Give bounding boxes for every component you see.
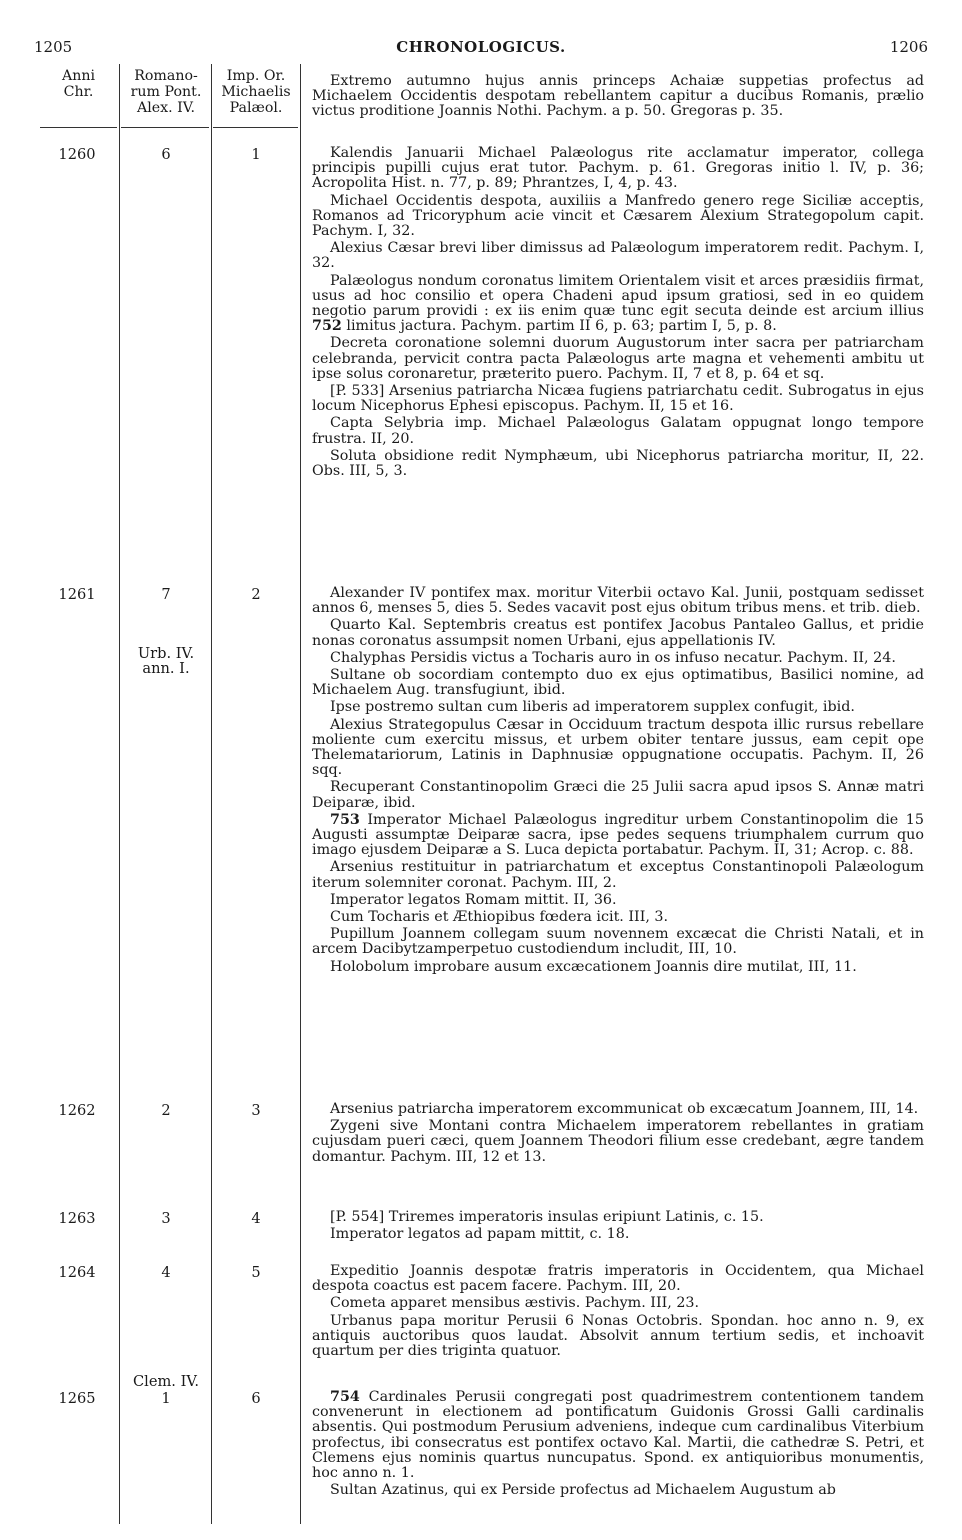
entries bbox=[312, 1390, 924, 1500]
pontificate-marker-urban: Urb. IV. ann. I. bbox=[137, 645, 195, 677]
column-header-anni: Anni Chr. bbox=[61, 68, 96, 100]
pontifex-year-cell: 4 bbox=[161, 1264, 171, 1281]
column-header-pontifex: Romano- rum Pont. Alex. IV. bbox=[130, 68, 202, 116]
entry: Zygeni sive Montani contra Michaelem imperatorem rebellantes in gratiam cujusdam pueri cæci, quem Joannem Theodori filium esse credebant, ægre tandem domantur. Pachym. III, 12 et 13. bbox=[312, 1118, 924, 1165]
section-number: 753 bbox=[330, 811, 360, 828]
column-rule-2 bbox=[211, 64, 212, 1524]
page-number-left: 1205 bbox=[34, 38, 73, 56]
entry: Cometa apparet mensibus æstivis. Pachym. III, 23. bbox=[330, 1295, 700, 1312]
running-head bbox=[34, 38, 928, 56]
entries bbox=[312, 586, 924, 977]
pontifex-year-cell: 6 bbox=[161, 146, 171, 163]
imperator-year-cell: 2 bbox=[251, 586, 261, 603]
entry: Kalendis Januarii Michael Palæologus rite acclamatur imperator, collega principis pupilli cujus erat tutor. Pachym. p. 61. Gregoras initio l. IV, p. 36; Acropolita Hist. n. 77, p. 89; Phrantzes, I, 4, p. 43. bbox=[312, 145, 924, 192]
entry: Chalyphas Persidis victus a Tocharis auro in os infuso necatur. Pachym. II, 24. bbox=[330, 649, 896, 666]
imperator-year-cell: 4 bbox=[251, 1210, 261, 1227]
entry: [P. 554] Triremes imperatoris insulas eripiunt Latinis, c. 15. bbox=[330, 1209, 764, 1225]
pontifex-year-cell: 2 bbox=[161, 1102, 171, 1119]
header-rule-imperator bbox=[213, 127, 298, 128]
entry: Arsenius patriarcha imperatorem excommunicat ob excæcatum Joannem, III, 14. bbox=[330, 1101, 919, 1117]
pontifex-year-cell: 3 bbox=[161, 1210, 171, 1227]
page-number-right: 1206 bbox=[889, 38, 928, 56]
entry: Capta Selybria imp. Michael Palæologus Galatam oppugnat longo tempore frustra. II, 20. bbox=[312, 415, 924, 447]
entry: Alexius Cæsar brevi liber dimissus ad Palæologum imperatorem redit. Pachym. I, 32. bbox=[312, 240, 924, 272]
pontificate-marker-clement: Clem. IV. bbox=[133, 1373, 199, 1390]
entry: Imperator legatos ad papam mittit, c. 18. bbox=[330, 1226, 630, 1243]
column-rule-1 bbox=[119, 64, 120, 1524]
entry: [P. 533] Arsenius patriarcha Nicæa fugiens patriarchatu cedit. Subrogatus in ejus locum Nicephorus Ephesi episcopus. Pachym. II, 15 et 16. bbox=[312, 383, 924, 415]
entry: Quarto Kal. Septembris creatus est pontifex Jacobus Pantaleo Gallus, et pridie nonas coronatus assumpsit nomen Urbani, ejus appellationis IV. bbox=[312, 617, 924, 649]
intro-text: Extremo autumno hujus annis princeps Achaiæ suppetias profectus ad Michaelem Occidentis despotam rebellantem capitur a ducibus Romanis, prælio victus proditione Joannis Nothi. Pachym. a p. 50. Gregoras p. 35. bbox=[312, 73, 924, 120]
entry: Expeditio Joannis despotæ fratris imperatoris in Occidentem, qua Michael despota coactus est pacem facere. Pachym. III, 20. bbox=[312, 1263, 924, 1295]
section-number: 754 bbox=[330, 1389, 360, 1405]
imperator-year-cell: 6 bbox=[251, 1390, 261, 1407]
entry: Sultane ob socordiam contempto duo ex ejus optimatibus, Basilici nomine, ad Michaelem Aug. transfugiunt, ibid. bbox=[312, 667, 924, 699]
column-rule-3 bbox=[300, 64, 301, 1524]
year-cell: 1262 bbox=[58, 1102, 96, 1119]
column-header-imperator: Imp. Or. Michaelis Palæol. bbox=[221, 68, 291, 116]
entry: Alexander IV pontifex max. moritur Viterbii octavo Kal. Junii, postquam sedisset annos 6, menses 5, dies 5. Sedes vacavit post ejus obitum tribus mens. et trib. dieb. bbox=[312, 585, 924, 617]
imperator-year-cell: 5 bbox=[251, 1264, 261, 1281]
header-rule-pontifex bbox=[121, 127, 209, 128]
pontifex-year-cell: 7 bbox=[161, 586, 171, 603]
entry: Sultan Azatinus, qui ex Perside profectus ad Michaelem Augustum ab bbox=[330, 1482, 836, 1499]
entry: Alexius Strategopulus Cæsar in Occiduum tractum despota illic rursus rebellare moliente cum exercitu missus, et urbem obiter tentare jussus, eam cepit ope Thelematariorum, Latinis in Daphnusiæ oppugnatione occupatis. Pachym. II, 26 sqq. bbox=[312, 716, 924, 779]
entry: Soluta obsidione redit Nymphæum, ubi Nicephorus patriarcha moritur, II, 22. Obs. III, 5, 3. bbox=[312, 447, 924, 480]
year-cell: 1261 bbox=[58, 586, 96, 603]
section-number: 752 bbox=[312, 318, 342, 335]
header-rule-anni bbox=[40, 127, 117, 128]
entry: Holobolum improbare ausum excæcationem Joannis dire mutilat, III, 11. bbox=[330, 958, 857, 975]
year-cell: 1265 bbox=[58, 1390, 96, 1407]
entry: 754 Cardinales Perusii congregati post quadrimestrem contentionem tandem convenerunt in electionem ad pontificatum Guidonis Grossi Galli cardinalis absentis. Qui postmodum Perusium adveniens, indeque cum cardinalibus Viterbium profectus, ibi consecratus est pontifex octavo Kal. Martii, die cathedræ S. Petri, et Clemens ejus nominis quartus nuncupatus. Spond. ex antiquioribus monumentis, hoc anno n. 1. bbox=[312, 1389, 924, 1482]
entry: Palæologus nondum coronatus limitem Orientalem visit et arces præsidiis firmat, usus ad hoc consilio et opera Chadeni apud ipsum gratiosi, sed in eo quidem negotio parum providi : ex iis enim quæ tunc egit secuta deinde est arcium illius 752 limitus jactura. Pachym. partim II 6, p. 63; partim I, 5, p. 8. bbox=[312, 272, 924, 335]
year-cell: 1263 bbox=[58, 1210, 96, 1227]
entry: Pupillum Joannem collegam suum novennem excæcat die Christi Natali, et in arcem Dacibytzamperpetuo custodiendum includit, III, 10. bbox=[312, 926, 924, 958]
page-title: CHRONOLOGICUS. bbox=[396, 38, 566, 56]
entry: Michael Occidentis despota, auxiliis a Manfredo genero rege Siciliæ acceptis, Romanos ad Tricoryphum acie vincit et Cæsarem Alexium Strategopolum capit. Pachym. I, 32. bbox=[312, 192, 924, 240]
pontifex-year-cell: 1 bbox=[161, 1390, 171, 1407]
entry: Urbanus papa moritur Perusii 6 Nonas Octobris. Spondan. hoc anno n. 9, ex antiquis auctoribus quos laudat. Absolvit annum tertium sedis, et inchoavit quartum per dies triginta quatuor. bbox=[312, 1312, 924, 1360]
entry: Arsenius restituitur in patriarchatum et exceptus Constantinopoli Palæologum iterum solemniter coronat. Pachym. III, 2. bbox=[312, 859, 924, 891]
entries bbox=[312, 1210, 924, 1244]
entry: 753 Imperator Michael Palæologus ingreditur urbem Constantinopolim die 15 Augusti assumptæ Deiparæ sacra, ipse pedes sequens triumphalem currum quo imago ejusdem Deiparæ a S. Luca depicta portabatur. Pachym. II, 31; Acrop. c. 88. bbox=[312, 811, 924, 859]
entry: Cum Tocharis et Æthiopibus fœdera icit. III, 3. bbox=[330, 909, 669, 926]
entry: Imperator legatos Romam mittit. II, 36. bbox=[330, 891, 617, 908]
entry: Recuperant Constantinopolim Græci die 25 Julii sacra apud ipsos S. Annæ matri Deiparæ, ibid. bbox=[312, 779, 924, 811]
entries bbox=[312, 1102, 924, 1167]
imperator-year-cell: 3 bbox=[251, 1102, 261, 1119]
entries bbox=[312, 1264, 924, 1361]
imperator-year-cell: 1 bbox=[251, 146, 261, 163]
entries bbox=[312, 146, 924, 481]
entry: Decreta coronatione solemni duorum Augustorum inter sacra per patriarcham celebranda, pervicit contra pacta Palæologus arte magna et vehementi ambitu ut ipse solus coronaretur, præterito puero. Pachym. II, 7 et 8, p. 64 et sq. bbox=[312, 335, 924, 382]
year-cell: 1264 bbox=[58, 1264, 96, 1281]
entry: Ipse postremo sultan cum liberis ad imperatorem supplex confugit, ibid. bbox=[330, 699, 855, 716]
year-cell: 1260 bbox=[58, 146, 96, 163]
